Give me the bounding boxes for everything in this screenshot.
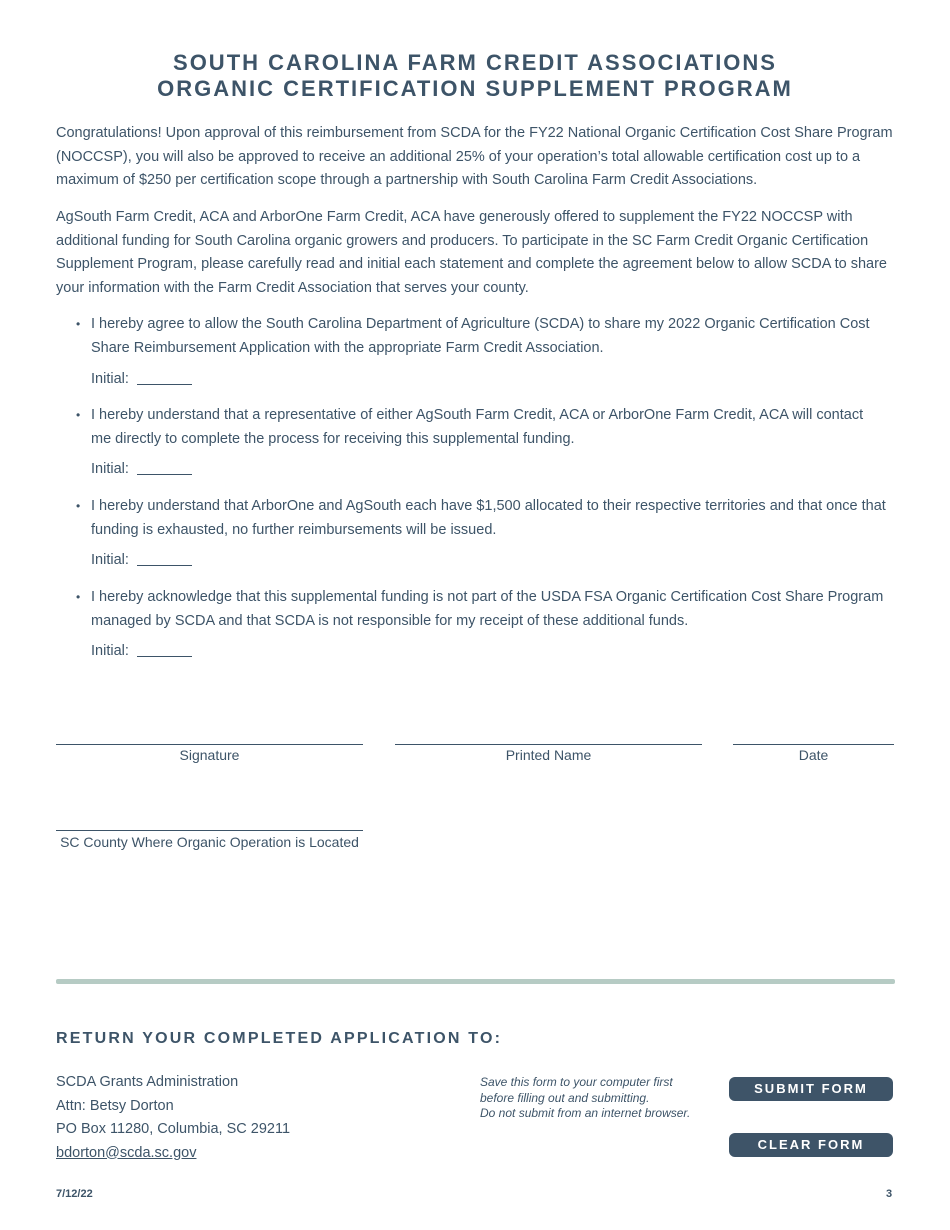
save-note: [480, 1075, 730, 1122]
statement-3: [76, 495, 886, 542]
date-label: Date: [798, 747, 829, 763]
statement-4: [76, 586, 886, 633]
printed-name-field[interactable]: [395, 744, 702, 745]
initial-field-3[interactable]: [91, 550, 192, 570]
statement-text: I hereby understand that ArborOne and AgSouth each have $1,500 allocated to their respective territories and that once that funding is exhausted, no further reimbursements will be issued.: [91, 498, 886, 538]
initial-input-line[interactable]: [137, 655, 192, 657]
initial-field-4[interactable]: [91, 641, 192, 661]
note-line-3: Do not submit from an internet browser.: [480, 1106, 691, 1120]
email-link[interactable]: bdorton@scda.sc.gov: [56, 1144, 197, 1161]
initial-field-1[interactable]: [91, 369, 192, 389]
signature-label: Signature: [179, 747, 240, 763]
statement-1: [76, 313, 886, 360]
clear-form-button[interactable]: CLEAR FORM: [729, 1133, 893, 1157]
title-line-2: ORGANIC CERTIFICATION SUPPLEMENT PROGRAM: [157, 76, 793, 101]
statement-2: [76, 404, 886, 451]
title-line-1: SOUTH CAROLINA FARM CREDIT ASSOCIATIONS: [173, 50, 777, 75]
initial-input-line[interactable]: [137, 473, 192, 475]
note-line-1: Save this form to your computer first: [480, 1075, 673, 1089]
statement-text: I hereby acknowledge that this supplemental funding is not part of the USDA FSA Organic Certification Cost Share Program managed by SCDA and that SCDA is not responsible for my receipt of these additional funds.: [91, 589, 884, 629]
intro-paragraph-1: Congratulations! Upon approval of this reimbursement from SCDA for the FY22 National Organic Certification Cost Share Program (NOCCSP), you will also be approved to receive an additional 25% of your operation’s total allowable certification cost up to a maximum of $250 per certification scope through a partnership with South Carolina Farm Credit Associations.: [56, 125, 893, 188]
statement-text: I hereby understand that a representative of either AgSouth Farm Credit, ACA or ArborOne Farm Credit, ACA will contact me directly to complete the process for receiving this supplemental funding.: [91, 407, 864, 447]
bullet-icon: •: [76, 590, 81, 604]
initial-input-line[interactable]: [137, 564, 192, 566]
page-title: [0, 50, 950, 102]
footer-date: 7/12/22: [56, 1188, 93, 1200]
statement-text: I hereby agree to allow the South Carolina Department of Agriculture (SCDA) to share my 2022 Organic Certification Cost Share Reimbursement Application with the appropriate Farm Credit Association.: [91, 316, 870, 356]
initial-label: Initial:: [91, 371, 129, 387]
intro-paragraph-2: AgSouth Farm Credit, ACA and ArborOne Farm Credit, ACA have generously offered to supplement the FY22 NOCCSP with additional funding for South Carolina organic growers and producers. To participate in the SC Farm Credit Organic Certification Supplement Program, please carefully read and initial each statement and complete the agreement below to allow SCDA to share your information with the Farm Credit Association that serves your county.: [56, 209, 887, 296]
note-line-2: before filling out and submitting.: [480, 1090, 650, 1105]
return-address: [56, 1071, 290, 1165]
initial-label: Initial:: [91, 552, 129, 568]
address-line-1: SCDA Grants Administration: [56, 1074, 239, 1090]
county-field[interactable]: [56, 830, 363, 831]
section-divider: [56, 979, 895, 984]
bullet-icon: •: [76, 499, 81, 513]
signature-field[interactable]: [56, 744, 363, 745]
address-line-3: PO Box 11280, Columbia, SC 29211: [56, 1121, 291, 1137]
county-label: SC County Where Organic Operation is Located: [60, 834, 359, 850]
date-field[interactable]: [733, 744, 894, 745]
submit-form-button[interactable]: SUBMIT FORM: [729, 1077, 893, 1101]
printed-name-label: Printed Name: [505, 747, 592, 763]
bullet-icon: •: [76, 408, 81, 422]
initial-input-line[interactable]: [137, 383, 192, 385]
return-heading: RETURN YOUR COMPLETED APPLICATION TO:: [56, 1030, 503, 1047]
initial-label: Initial:: [91, 643, 129, 659]
bullet-icon: •: [76, 317, 81, 331]
initial-field-2[interactable]: [91, 459, 192, 479]
address-line-2: Attn: Betsy Dorton: [56, 1097, 174, 1114]
page-number: 3: [886, 1188, 893, 1200]
initial-label: Initial:: [91, 461, 129, 477]
